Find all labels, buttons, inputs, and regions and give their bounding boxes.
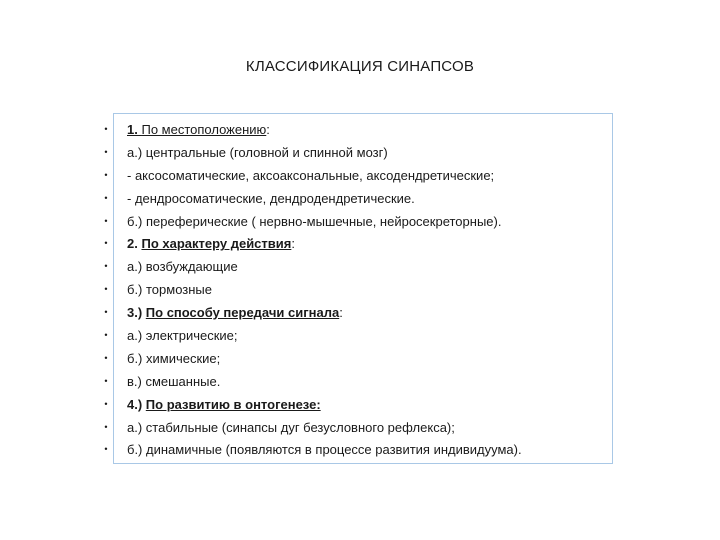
list-item <box>127 165 606 188</box>
list-item-text: б.) тормозные <box>127 282 213 298</box>
list-item-text: в.) смешанные. <box>127 373 221 389</box>
section-heading: По характеру действия <box>141 236 292 252</box>
bullet-point: • <box>104 421 108 432</box>
bullet-point: • <box>104 261 108 272</box>
list-item <box>127 233 606 256</box>
list-item-text: б.) химические; <box>127 350 221 366</box>
classification-list <box>127 119 606 462</box>
bullet-point: • <box>104 330 108 341</box>
list-item <box>127 256 606 279</box>
list-item <box>127 119 606 142</box>
list-item-text: б.) динамичные (появляются в процессе развития индивидуума). <box>127 442 522 458</box>
bullet-point: • <box>104 124 108 134</box>
bullet-point: • <box>104 192 108 203</box>
bullet-point: • <box>104 169 108 180</box>
section-number: 2. <box>127 236 142 252</box>
list-item-text: а.) возбуждающие <box>127 259 238 275</box>
list-item-text: а.) центральные (головной и спинной мозг) <box>127 144 388 160</box>
list-item <box>127 348 606 371</box>
bullet-point: • <box>104 307 108 318</box>
list-item-text: - дендросоматические, дендродендретические. <box>127 190 415 206</box>
bullet-point: • <box>104 398 108 409</box>
list-item <box>127 302 606 325</box>
section-heading-suffix: : <box>339 305 343 321</box>
section-heading-suffix: : <box>291 236 295 252</box>
bullet-point: • <box>104 284 108 295</box>
classification-text-box <box>113 113 613 464</box>
section-heading: По способу передачи сигнала <box>145 305 340 321</box>
list-item <box>127 439 606 462</box>
section-heading: По местоположению <box>141 122 267 137</box>
bullet-point: • <box>104 238 108 249</box>
list-item-text: б.) переферические ( нервно-мышечные, нейросекреторные). <box>127 213 502 229</box>
bullet-point: • <box>104 375 108 386</box>
section-number: 3.) <box>127 305 146 321</box>
bullet-point: • <box>104 215 108 226</box>
section-heading: По развитию в онтогенезе: <box>145 396 321 412</box>
list-item-text: а.) электрические; <box>127 328 238 344</box>
list-item <box>127 142 606 165</box>
list-item <box>127 394 606 417</box>
list-item <box>127 417 606 440</box>
section-number: 4.) <box>127 396 146 412</box>
bullet-point: • <box>104 146 108 157</box>
bullet-column <box>100 118 112 461</box>
list-item <box>127 188 606 211</box>
list-item <box>127 279 606 302</box>
page-title: КЛАССИФИКАЦИЯ СИНАПСОВ <box>245 58 475 75</box>
list-item-text: а.) стабильные (синапсы дуг безусловного рефлекса); <box>127 419 455 435</box>
list-item <box>127 211 606 234</box>
bullet-point: • <box>104 352 108 363</box>
bullet-point: • <box>104 444 108 455</box>
list-item <box>127 325 606 348</box>
list-item <box>127 371 606 394</box>
list-item-text: - аксосоматические, аксоаксональные, аксодендретические; <box>127 167 495 183</box>
section-heading-suffix: : <box>266 122 270 137</box>
section-number: 1. <box>127 122 142 137</box>
